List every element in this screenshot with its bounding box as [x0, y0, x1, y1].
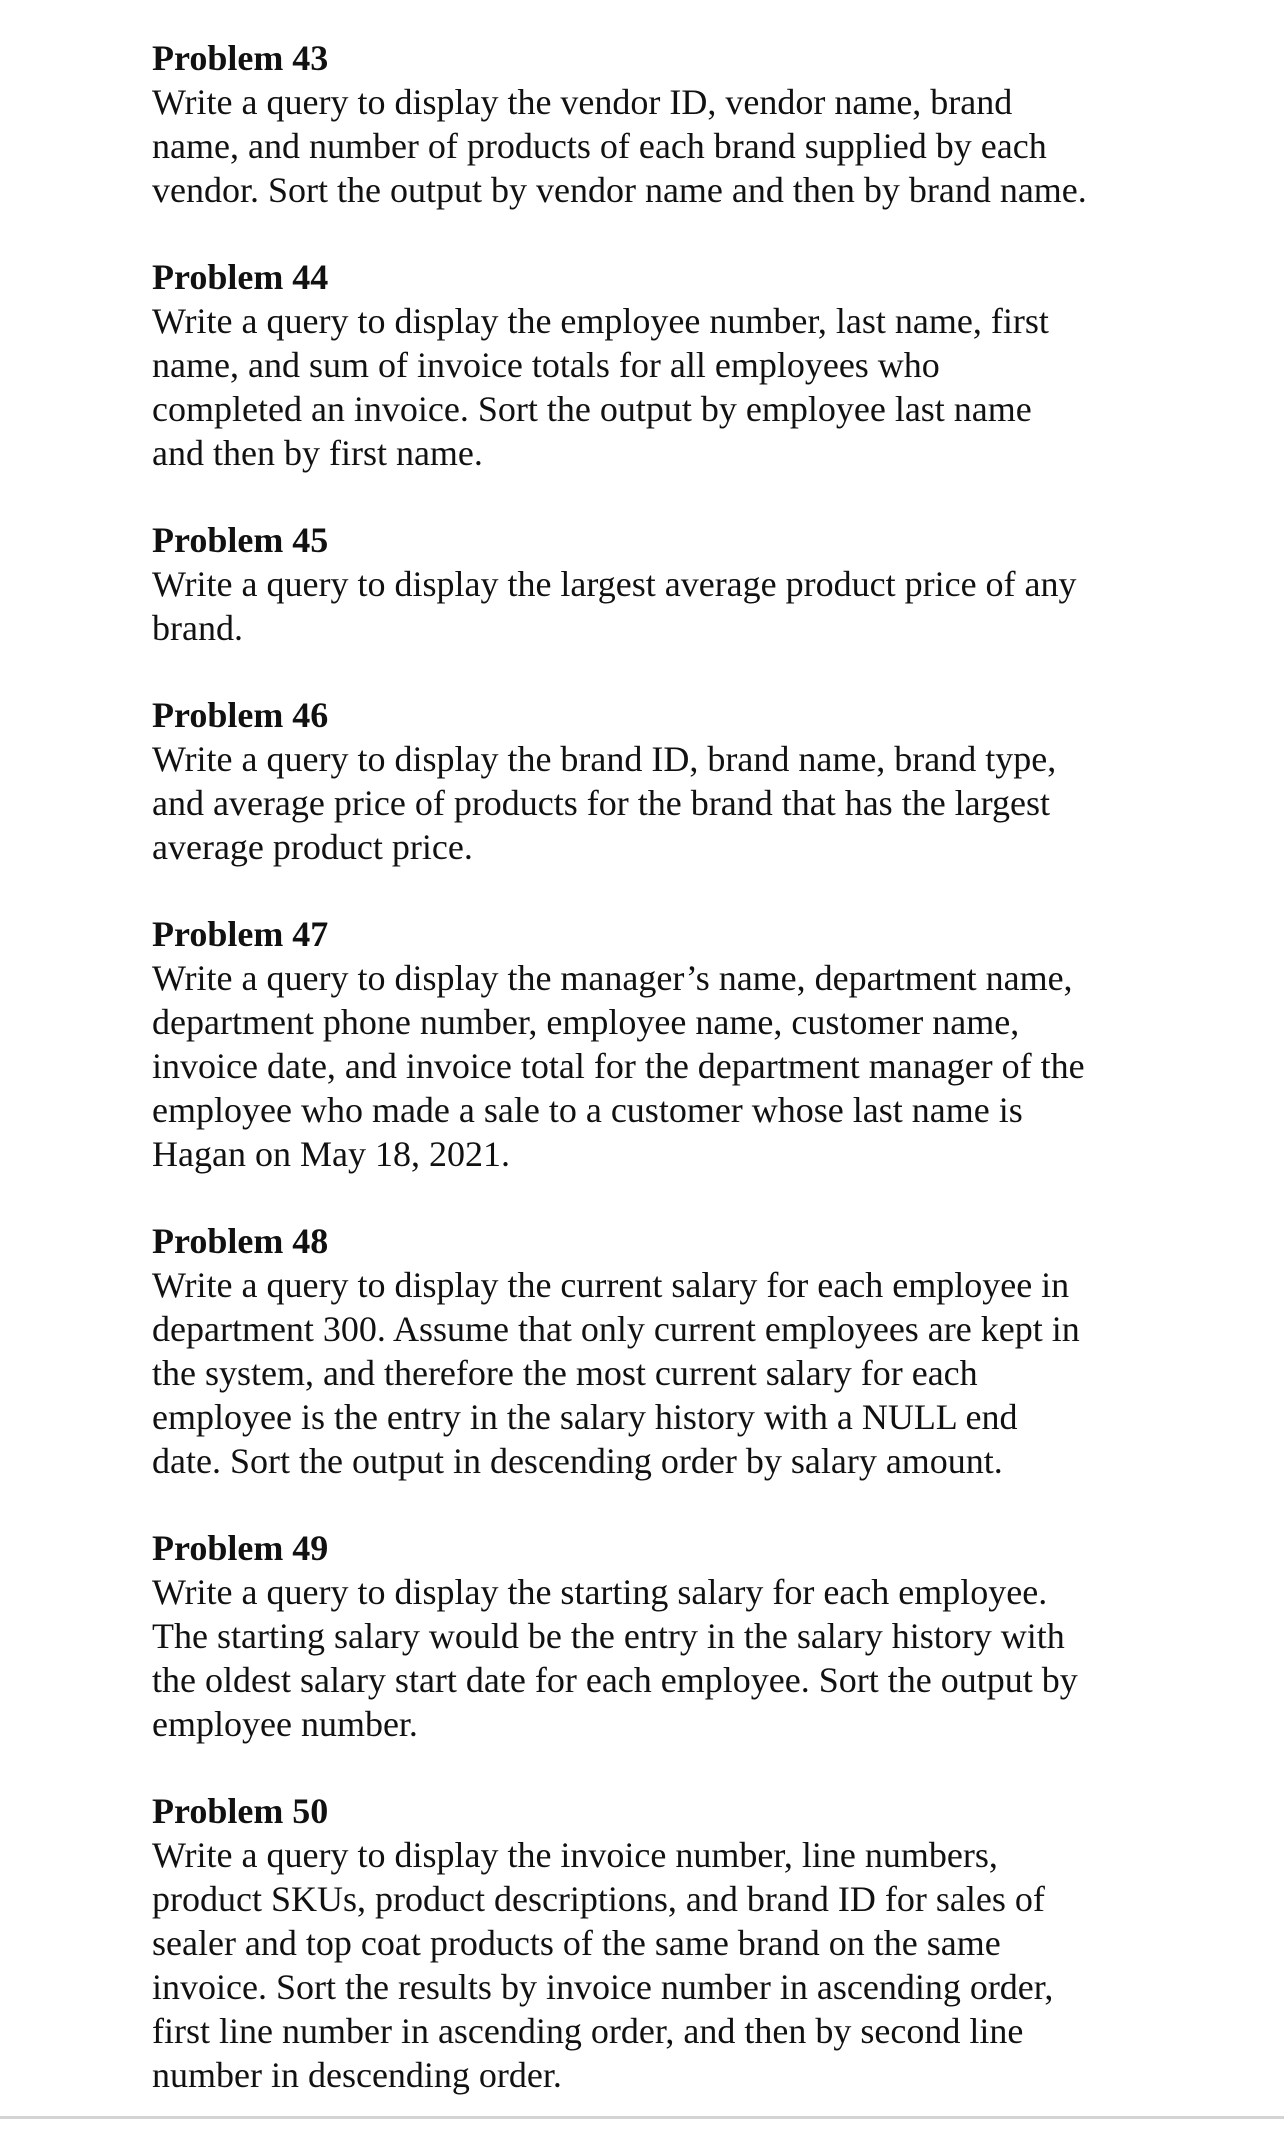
- problem-text-line: Write a query to display the invoice number, line numbers,: [152, 1835, 998, 1875]
- problem-text-line: date. Sort the output in descending order by salary amount.: [152, 1441, 1003, 1481]
- problem-title: Problem 46: [152, 695, 329, 735]
- problem-title: Problem 45: [152, 520, 329, 560]
- problem-text-line: number in descending order.: [152, 2055, 562, 2095]
- problem-text-line: brand.: [152, 608, 243, 648]
- problem-text-line: department phone number, employee name, customer name,: [152, 1002, 1020, 1042]
- problem-47: [152, 912, 1152, 1176]
- problem-text-line: and average price of products for the brand that has the largest: [152, 783, 1050, 823]
- problem-title: Problem 47: [152, 914, 329, 954]
- problem-text-line: Write a query to display the employee number, last name, first: [152, 301, 1049, 341]
- document-page: [152, 36, 1152, 2140]
- problem-text-line: The starting salary would be the entry in the salary history with: [152, 1616, 1065, 1656]
- problem-text-line: department 300. Assume that only current employees are kept in: [152, 1309, 1080, 1349]
- problem-text-line: average product price.: [152, 827, 473, 867]
- problem-text-line: vendor. Sort the output by vendor name and then by brand name.: [152, 170, 1087, 210]
- problem-43: [152, 36, 1152, 212]
- problem-46: [152, 693, 1152, 869]
- problem-text-line: invoice date, and invoice total for the department manager of the: [152, 1046, 1085, 1086]
- problem-45: [152, 518, 1152, 650]
- problem-text-line: the system, and therefore the most current salary for each: [152, 1353, 978, 1393]
- problem-text-line: and then by first name.: [152, 433, 483, 473]
- problem-text-line: completed an invoice. Sort the output by employee last name: [152, 389, 1032, 429]
- problem-text-line: product SKUs, product descriptions, and brand ID for sales of: [152, 1879, 1045, 1919]
- problem-50: [152, 1789, 1152, 2097]
- problem-text-line: Hagan on May 18, 2021.: [152, 1134, 510, 1174]
- problem-text-line: employee is the entry in the salary history with a NULL end: [152, 1397, 1018, 1437]
- problem-text-line: Write a query to display the starting salary for each employee.: [152, 1572, 1048, 1612]
- problem-44: [152, 255, 1152, 475]
- problem-text-line: employee who made a sale to a customer whose last name is: [152, 1090, 1023, 1130]
- problem-text-line: invoice. Sort the results by invoice number in ascending order,: [152, 1967, 1054, 2007]
- problem-text-line: name, and sum of invoice totals for all employees who: [152, 345, 940, 385]
- problem-text-line: Write a query to display the vendor ID, vendor name, brand: [152, 82, 1013, 122]
- problem-text-line: Write a query to display the current salary for each employee in: [152, 1265, 1070, 1305]
- problem-title: Problem 44: [152, 257, 329, 297]
- problem-title: Problem 43: [152, 38, 329, 78]
- problem-title: Problem 50: [152, 1791, 329, 1831]
- problem-text-line: Write a query to display the largest average product price of any: [152, 564, 1077, 604]
- problem-text-line: first line number in ascending order, and then by second line: [152, 2011, 1024, 2051]
- problem-48: [152, 1219, 1152, 1483]
- problem-title: Problem 48: [152, 1221, 329, 1261]
- problem-title: Problem 49: [152, 1528, 329, 1568]
- problem-49: [152, 1526, 1152, 1746]
- problem-text-line: sealer and top coat products of the same brand on the same: [152, 1923, 1001, 1963]
- problem-text-line: Write a query to display the brand ID, brand name, brand type,: [152, 739, 1057, 779]
- problem-text-line: employee number.: [152, 1704, 418, 1744]
- problem-text-line: name, and number of products of each brand supplied by each: [152, 126, 1047, 166]
- problem-text-line: Write a query to display the manager’s name, department name,: [152, 958, 1073, 998]
- problem-text-line: the oldest salary start date for each employee. Sort the output by: [152, 1660, 1078, 1700]
